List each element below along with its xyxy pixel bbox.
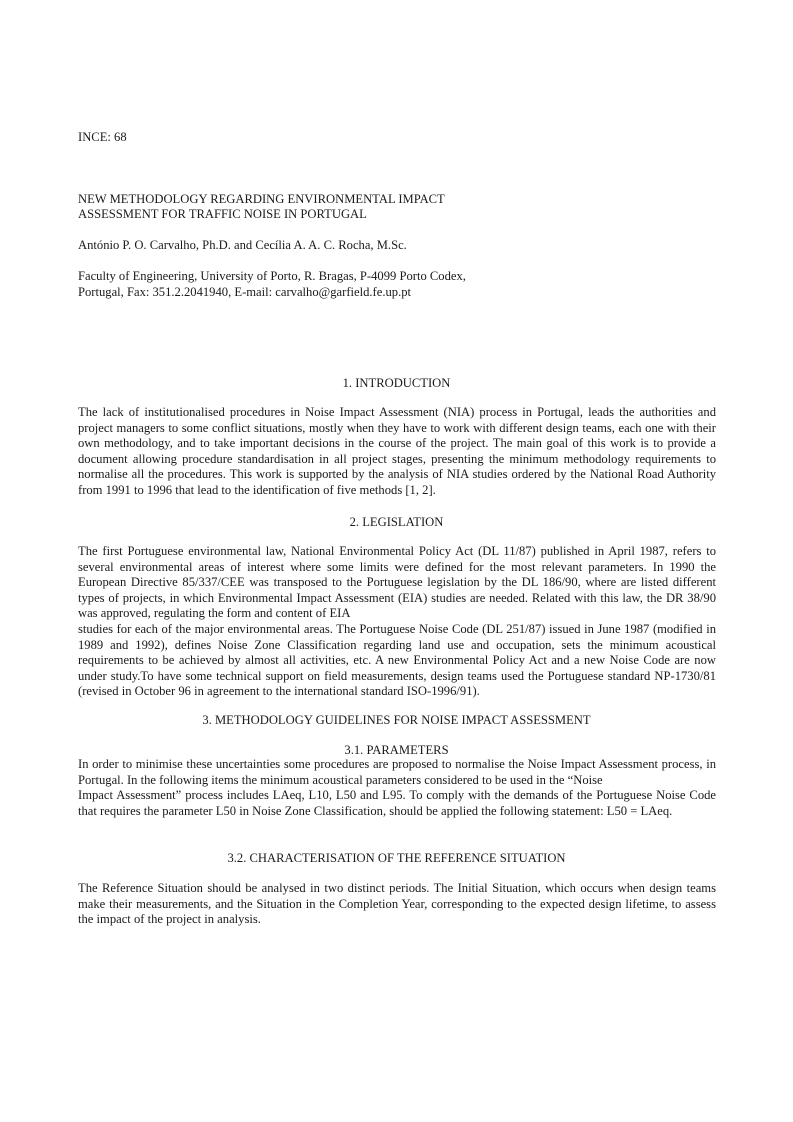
section-heading-legislation: 2. LEGISLATION — [349, 515, 444, 529]
legislation-paragraph — [78, 544, 716, 700]
affiliation-line-2: Portugal, Fax: 351.2.2041940, E-mail: carvalho@garfield.fe.up.pt — [78, 285, 412, 299]
introduction-text: The lack of institutionalised procedures in Noise Impact Assessment (NIA) process in Portugal, leads the authorities and project managers to some conflict situations, mostly when they have to work with different design teams, each one with their own methodology, and to take important decisions in the course of the project. The main goal of this work is to provide a document allowing procedure standardisation in all project stages, presenting the minimum methodology requirements to normalise all the procedures. This work is supported by the analysis of NIA studies ordered by the National Road Authority from 1991 to 1996 that lead to the identification of five methods [1, 2]. — [78, 405, 716, 497]
parameters-paragraph — [78, 757, 716, 819]
reference-situation-paragraph — [78, 881, 716, 928]
reference-situation-text: The Reference Situation should be analysed in two distinct periods. The Initial Situation, which occurs when design teams make their measurements, and the Situation in the Completion Year, corresponding to the expected design lifetime, to assess the impact of the project in analysis. — [78, 881, 716, 927]
introduction-paragraph — [78, 405, 716, 499]
parameters-text-part-2: Impact Assessment” process includes LAeq, L10, L50 and L95. To comply with the demands of the Portuguese Noise Code that requires the parameter L50 in Noise Zone Classification, should be applied the following statement: L50 = LAeq. — [78, 788, 716, 818]
authors: António P. O. Carvalho, Ph.D. and Cecília A. A. C. Rocha, M.Sc. — [78, 238, 407, 252]
legislation-text-part-1: The first Portuguese environmental law, National Environmental Policy Act (DL 11/87) published in April 1987, refers to several environmental areas of interest where some limits were defined for the most relevant parameters. In 1990 the European Directive 85/337/CEE was transposed to the Portuguese legislation by the DL 186/90, where are listed different types of projects, in which Environmental Impact Assessment (EIA) studies are needed. Related with this law, the DR 38/90 was approved, regulating the form and content of EIA — [78, 544, 716, 621]
subsection-heading-parameters: 3.1. PARAMETERS — [344, 743, 449, 757]
paper-title-line-2: ASSESSMENT FOR TRAFFIC NOISE IN PORTUGAL — [78, 207, 367, 221]
subsection-heading-reference-situation: 3.2. CHARACTERISATION OF THE REFERENCE SITUATION — [227, 851, 566, 865]
affiliation-line-1: Faculty of Engineering, University of Porto, R. Bragas, P-4099 Porto Codex, — [78, 269, 466, 283]
legislation-text-part-2: studies for each of the major environmental areas. The Portuguese Noise Code (DL 251/87) issued in June 1987 (modified in 1989 and 1992), defines Noise Zone Classification regarding land use and occupation, sets the minimum acoustical requirements to be achieved by almost all activities, etc. A new Environmental Policy Act and a new Noise Code are now under study.To have some technical support on field measurements, design teams used the Portuguese standard NP-1730/81 (revised in October 96 in agreement to the international standard ISO-1996/91). — [78, 621, 716, 699]
section-heading-methodology: 3. METHODOLOGY GUIDELINES FOR NOISE IMPACT ASSESSMENT — [202, 713, 591, 727]
parameters-text-part-1: In order to minimise these uncertainties some procedures are proposed to normalise the Noise Impact Assessment process, in Portugal. In the following items the minimum acoustical parameters considered to be used in the “Noise — [78, 757, 716, 787]
document-id: INCE: 68 — [78, 130, 127, 144]
paper-title-line-1: NEW METHODOLOGY REGARDING ENVIRONMENTAL IMPACT — [78, 192, 445, 206]
section-heading-introduction: 1. INTRODUCTION — [342, 376, 451, 390]
